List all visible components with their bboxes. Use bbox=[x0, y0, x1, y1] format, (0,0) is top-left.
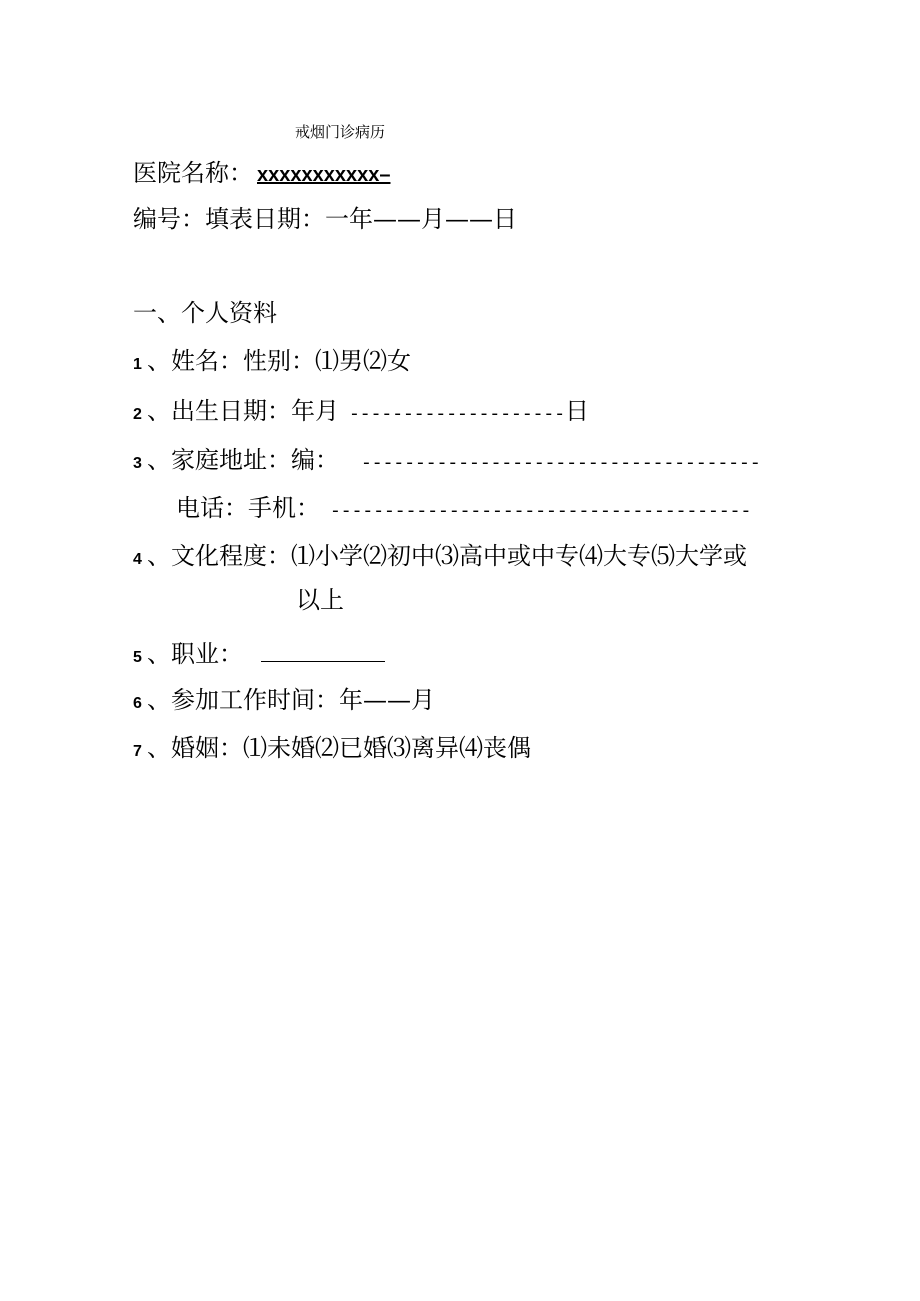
item-text: 、婚姻：⑴未婚⑵已婚⑶离异⑷丧偶 bbox=[147, 734, 531, 762]
item-text: 、文化程度：⑴小学⑵初中⑶高中或中专⑷大专⑸大学或 bbox=[147, 542, 747, 570]
item-occupation bbox=[133, 639, 385, 673]
item-number: 6 bbox=[133, 695, 142, 712]
document-title: 戒烟门诊病历 bbox=[295, 123, 386, 141]
blank-dashes: -------------------- bbox=[349, 405, 566, 425]
item-phone bbox=[176, 493, 751, 527]
item-number: 1 bbox=[133, 356, 142, 373]
item-education-continuation: 以上 bbox=[296, 586, 344, 614]
item-birth-date bbox=[133, 396, 589, 430]
item-work-start-time bbox=[133, 685, 435, 719]
item-number: 2 bbox=[133, 406, 142, 423]
item-text: 、家庭地址：编： bbox=[147, 446, 339, 474]
blank-dashes: --------------------------------------- bbox=[330, 502, 752, 522]
item-number: 5 bbox=[133, 649, 142, 666]
item-marital-status bbox=[133, 733, 531, 767]
item-home-address bbox=[133, 445, 761, 479]
section-heading-personal-info: 一、个人资料 bbox=[133, 299, 277, 327]
hospital-name-value: xxxxxxxxxxx– bbox=[257, 164, 391, 186]
serial-date-line: 编号：填表日期：一年——月——日 bbox=[133, 205, 517, 233]
item-text: 、姓名：性别：⑴男⑵女 bbox=[147, 347, 411, 375]
item-text: 、出生日期：年月 bbox=[147, 397, 339, 425]
blank-dashes: ------------------------------------- bbox=[361, 454, 761, 474]
hospital-label: 医院名称： bbox=[133, 159, 253, 187]
item-number: 7 bbox=[133, 743, 142, 760]
phone-label: 电话：手机： bbox=[176, 494, 320, 522]
item-text: 、职业： bbox=[147, 640, 243, 668]
item-text: 、参加工作时间：年——月 bbox=[147, 686, 435, 714]
occupation-blank-line bbox=[261, 645, 385, 662]
item-tail: 日 bbox=[565, 397, 590, 425]
item-name-gender bbox=[133, 346, 411, 380]
item-education bbox=[133, 541, 747, 575]
item-number: 4 bbox=[133, 551, 142, 568]
hospital-line bbox=[133, 158, 390, 190]
item-number: 3 bbox=[133, 455, 142, 472]
